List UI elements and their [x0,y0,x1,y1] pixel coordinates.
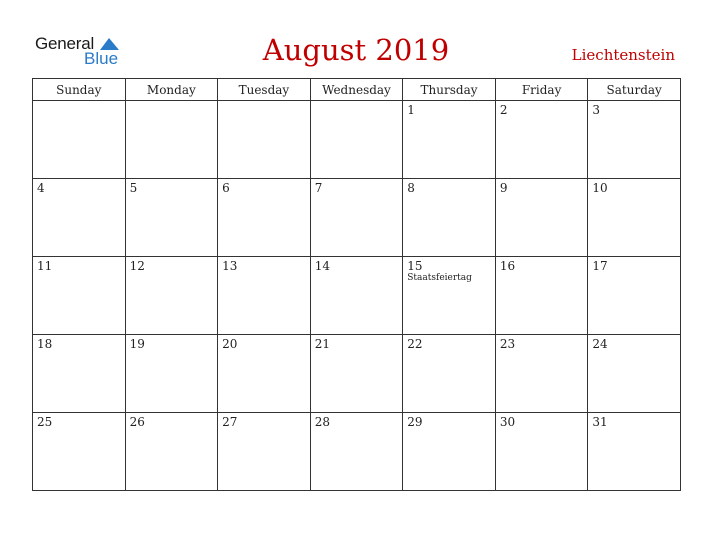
day-number: 10 [592,181,608,195]
weekday-header: Tuesday [218,79,311,101]
day-number: 24 [592,337,608,351]
day-cell [495,335,588,413]
calendar-grid [32,78,681,491]
day-number: 12 [129,259,145,273]
day-number [218,101,310,103]
logo-text-general: General [35,34,95,53]
day-cell [33,335,126,413]
day-number [311,101,403,103]
day-number: 22 [407,337,423,351]
day-number: 27 [222,415,238,429]
day-number: 1 [407,103,415,117]
day-number: 20 [222,337,238,351]
day-cell [403,413,496,491]
day-cell [495,179,588,257]
day-cell [218,257,311,335]
day-cell [33,179,126,257]
day-number: 23 [499,337,516,351]
day-cell [588,179,681,257]
day-number: 2 [499,103,508,117]
weekday-header-row [33,79,681,101]
day-cell [125,179,218,257]
day-cell [218,413,311,491]
weekday-header: Saturday [588,79,681,101]
day-cell [125,413,218,491]
day-cell [125,257,218,335]
weekday-header: Thursday [403,79,496,101]
weekday-header: Wednesday [310,79,403,101]
day-cell [495,257,588,335]
day-number: 15 [407,259,423,273]
day-cell-empty [310,101,403,179]
day-number: 4 [37,181,45,195]
day-cell [310,413,403,491]
week-row [33,179,681,257]
day-number: 9 [499,181,508,195]
day-number: 14 [314,259,330,273]
day-cell [403,335,496,413]
day-cell-empty [218,101,311,179]
day-number: 19 [129,337,145,351]
week-row [33,335,681,413]
day-number: 6 [222,181,230,195]
calendar-title: August 2019 [262,33,450,67]
day-number: 28 [314,415,330,429]
day-cell-empty [33,101,126,179]
day-cell [33,257,126,335]
week-row [33,413,681,491]
day-cell [125,335,218,413]
day-number: 13 [222,259,238,273]
country-label: Liechtenstein [571,46,675,64]
day-number: 7 [314,181,323,195]
day-number: 29 [407,415,423,429]
day-number: 8 [407,181,415,195]
weekday-header: Friday [495,79,588,101]
day-cell [310,335,403,413]
day-cell-empty [125,101,218,179]
day-cell [588,257,681,335]
holiday-label: Staatsfeiertag [407,273,472,283]
week-row [33,257,681,335]
day-cell [33,413,126,491]
day-number: 17 [592,259,608,273]
day-number: 18 [37,337,53,351]
day-number [126,101,218,103]
day-cell [403,101,496,179]
day-number: 16 [499,259,516,273]
day-cell [218,335,311,413]
logo-text-blue: Blue [84,49,119,68]
day-cell [218,179,311,257]
day-number: 30 [499,415,516,429]
day-cell [588,413,681,491]
day-cell [403,179,496,257]
day-cell-holiday [403,257,496,335]
weekday-header: Monday [125,79,218,101]
weekday-header: Sunday [33,79,126,101]
day-cell [495,413,588,491]
day-number: 3 [592,103,601,117]
day-number: 26 [129,415,145,429]
day-cell [588,101,681,179]
day-cell [588,335,681,413]
week-row [33,101,681,179]
day-cell [495,101,588,179]
day-cell [310,179,403,257]
generalblue-logo [35,34,130,70]
day-number [33,101,125,103]
day-number: 21 [314,337,330,351]
day-number: 5 [129,181,138,195]
day-cell [310,257,403,335]
day-number: 11 [37,259,53,273]
day-number: 25 [37,415,53,429]
day-number: 31 [592,415,608,429]
